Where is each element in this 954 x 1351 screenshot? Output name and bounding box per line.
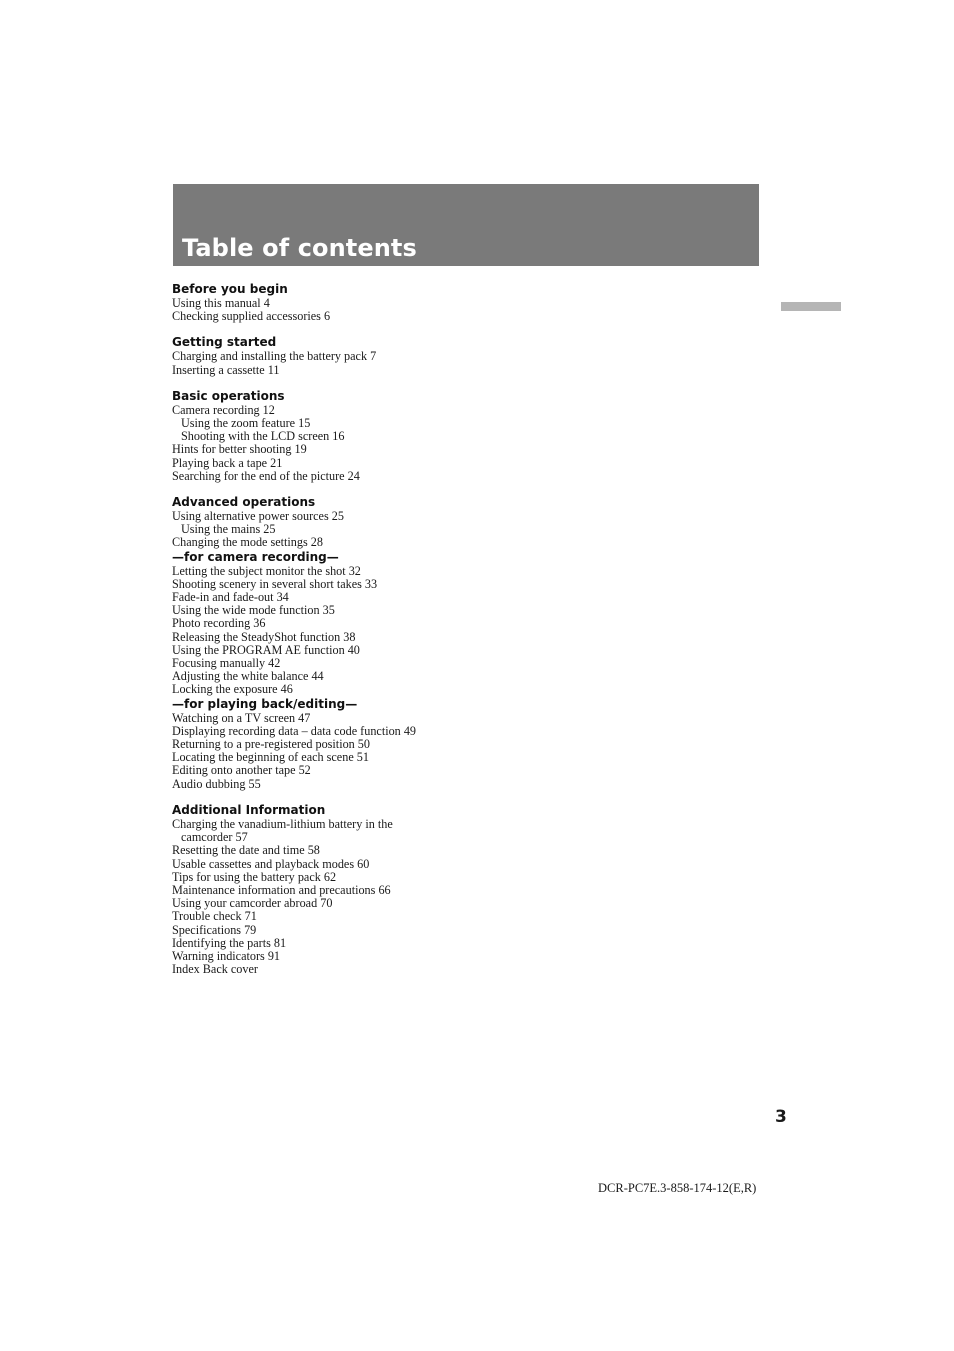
- toc-entry: Trouble check 71: [172, 909, 257, 924]
- section-heading: Advanced operations: [172, 495, 316, 510]
- toc-entry: Using alternative power sources 25: [172, 509, 344, 524]
- toc-entry: Editing onto another tape 52: [172, 763, 311, 778]
- toc-entry: Adjusting the white balance 44: [172, 669, 324, 684]
- toc-entry: Playing back a tape 21: [172, 455, 283, 470]
- section-heading: Before you begin: [172, 282, 288, 296]
- toc-entry: Using your camcorder abroad 70: [172, 896, 333, 911]
- page-title: Table of contents: [182, 234, 417, 262]
- toc-section: [172, 282, 592, 323]
- toc-entry: Displaying recording data – data code function 49: [172, 723, 417, 738]
- toc-entry: Audio dubbing 55: [172, 776, 261, 791]
- toc-entry: Locating the beginning of each scene 51: [172, 750, 369, 765]
- section-heading: Additional Information: [172, 802, 326, 817]
- toc-entry: Changing the mode settings 28: [172, 535, 323, 550]
- section-heading: Basic operations: [172, 388, 285, 403]
- header-band: [173, 184, 759, 266]
- toc-entry: Warning indicators 91: [172, 948, 281, 963]
- toc-entry: Checking supplied accessories 6: [172, 309, 331, 324]
- toc-entry: Using the mains 25: [181, 522, 276, 537]
- toc-entry: Watching on a TV screen 47: [172, 710, 311, 725]
- toc-entry: Hints for better shooting 19: [172, 442, 307, 457]
- toc-entry: Returning to a pre-registered position 50: [172, 737, 370, 752]
- toc-entry: Shooting with the LCD screen 16: [181, 429, 345, 444]
- document-code: DCR-PC7E.3-858-174-12(E,R): [598, 1181, 757, 1195]
- toc-section: [172, 335, 592, 376]
- section-heading: Getting started: [172, 335, 277, 350]
- toc-entry: camcorder 57: [181, 830, 248, 845]
- toc-entry: Locking the exposure 46: [172, 682, 293, 697]
- toc-entry: Identifying the parts 81: [172, 935, 287, 950]
- toc-entry: Tips for using the battery pack 62: [172, 869, 337, 884]
- toc-entry: Charging and installing the battery pack 7: [172, 349, 377, 364]
- toc-entry: Using the wide mode function 35: [172, 603, 335, 618]
- toc-entry: Using the PROGRAM AE function 40: [172, 642, 360, 657]
- toc-entry: Letting the subject monitor the shot 32: [172, 563, 361, 578]
- toc-entry: Index Back cover: [172, 962, 258, 977]
- toc-entry: Charging the vanadium-lithium battery in the: [172, 816, 393, 831]
- toc-entry: Usable cassettes and playback modes 60: [172, 856, 370, 871]
- toc-section: [172, 495, 592, 791]
- page-number: 3: [775, 1107, 787, 1127]
- toc-entry: Photo recording 36: [172, 616, 266, 631]
- toc-entry: Resetting the date and time 58: [172, 843, 320, 858]
- toc-entry: Maintenance information and precautions 66: [172, 882, 391, 897]
- toc-entry: Using the zoom feature 15: [181, 416, 311, 431]
- toc-entry: Releasing the SteadyShot function 38: [172, 629, 356, 644]
- toc-entry: Shooting scenery in several short takes 33: [172, 576, 378, 591]
- toc-entry: Searching for the end of the picture 24: [172, 468, 360, 483]
- toc-section: [172, 389, 592, 483]
- toc-subheading: —for playing back/editing—: [172, 696, 358, 711]
- toc-entry: Specifications 79: [172, 922, 257, 937]
- toc-entry: Inserting a cassette 11: [172, 362, 280, 377]
- toc-entry: Using this manual 4: [172, 296, 270, 310]
- toc-entry: Camera recording 12: [172, 402, 275, 417]
- toc-section: [172, 803, 592, 976]
- section-tab-marker: [781, 302, 841, 311]
- toc-entry: Focusing manually 42: [172, 656, 281, 671]
- table-of-contents: [172, 282, 592, 988]
- toc-entry: Fade-in and fade-out 34: [172, 590, 289, 605]
- toc-subheading: —for camera recording—: [172, 549, 339, 564]
